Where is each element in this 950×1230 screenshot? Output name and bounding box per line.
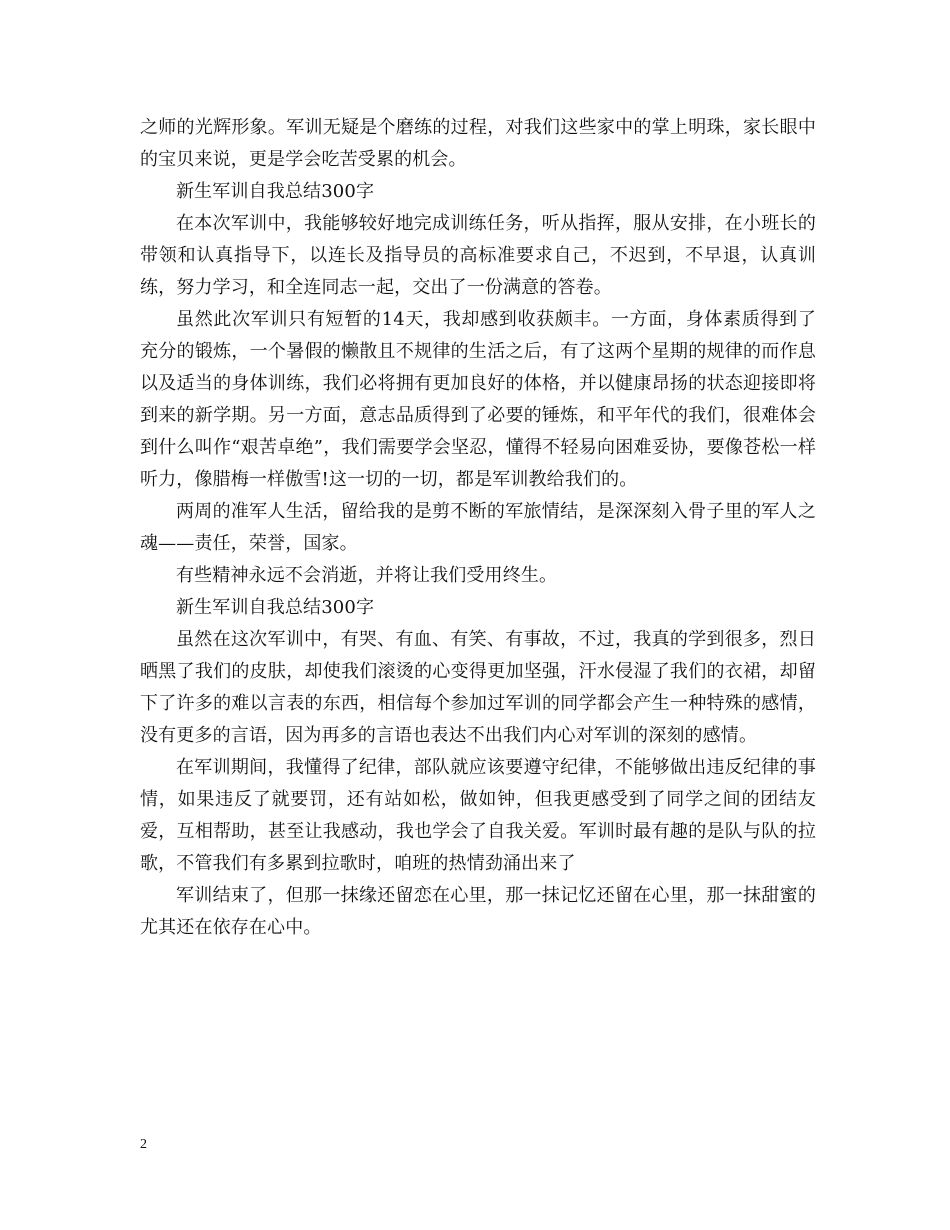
page-number: 2 (140, 1137, 147, 1152)
section-heading: 新生军训自我总结300字 (176, 597, 375, 618)
section-heading: 新生军训自我总结300字 (176, 181, 375, 202)
paragraph: 在军训期间，我懂得了纪律，部队就应该要遵守纪律，不能够做出违反纪律的事情，如果违反了就要罚，还有站如松，做如钟，但我更感受到了同学之间的团结友爱，互相帮助，甚至让我感动，我也学会了自我关爱。军训时最有趣的是队与队的拉歌，不管我们有多累到拉歌时，咱班的热情劲涌出来了 (140, 757, 816, 874)
paragraph: 有些精神永远不会消逝，并将让我们受用终生。 (176, 565, 558, 586)
paragraph: 虽然此次军训只有短暂的14天，我却感到收获颇丰。一方面，身体素质得到了充分的锻炼，一个暑假的懒散且不规律的生活之后，有了这两个星期的规律的而作息以及适当的身体训练，我们必将拥有更加良好的体格，并以健康昂扬的状态迎接即将到来的新学期。另一方面，意志品质得到了必要的锤炼，和平年代的我们，很难体会到什么叫作“艰苦卓绝”，我们需要学会坚忍，懂得不轻易向困难妥协，要像苍松一样听力，像腊梅一样傲雪!这一切的一切，都是军训教给我们的。 (140, 309, 816, 490)
paragraph: 在本次军训中，我能够较好地完成训练任务，听从指挥，服从安排，在小班长的带领和认真指导下，以连长及指导员的高标准要求自己，不迟到，不早退，认真训练，努力学习，和全连同志一起，交出了一份满意的答卷。 (140, 213, 816, 298)
document-body (140, 112, 816, 944)
paragraph: 军训结束了，但那一抹缘还留恋在心里，那一抹记忆还留在心里，那一抹甜蜜的尤其还在依存在心中。 (140, 885, 816, 938)
paragraph: 虽然在这次军训中，有哭、有血、有笑、有事故，不过，我真的学到很多，烈日晒黑了我们的皮肤，却使我们滚烫的心变得更加坚强，汗水侵湿了我们的衣裙，却留下了许多的难以言表的东西，相信每个参加过军训的同学都会产生一种特殊的感情，没有更多的言语，因为再多的言语也表达不出我们内心对军训的深刻的感情。 (140, 629, 816, 746)
paragraph-continuation: 之师的光辉形象。军训无疑是个磨练的过程，对我们这些家中的掌上明珠，家长眼中的宝贝来说，更是学会吃苦受累的机会。 (140, 117, 816, 170)
paragraph: 两周的准军人生活，留给我的是剪不断的军旅情结，是深深刻入骨子里的军人之魂——责任，荣誉，国家。 (140, 501, 816, 554)
